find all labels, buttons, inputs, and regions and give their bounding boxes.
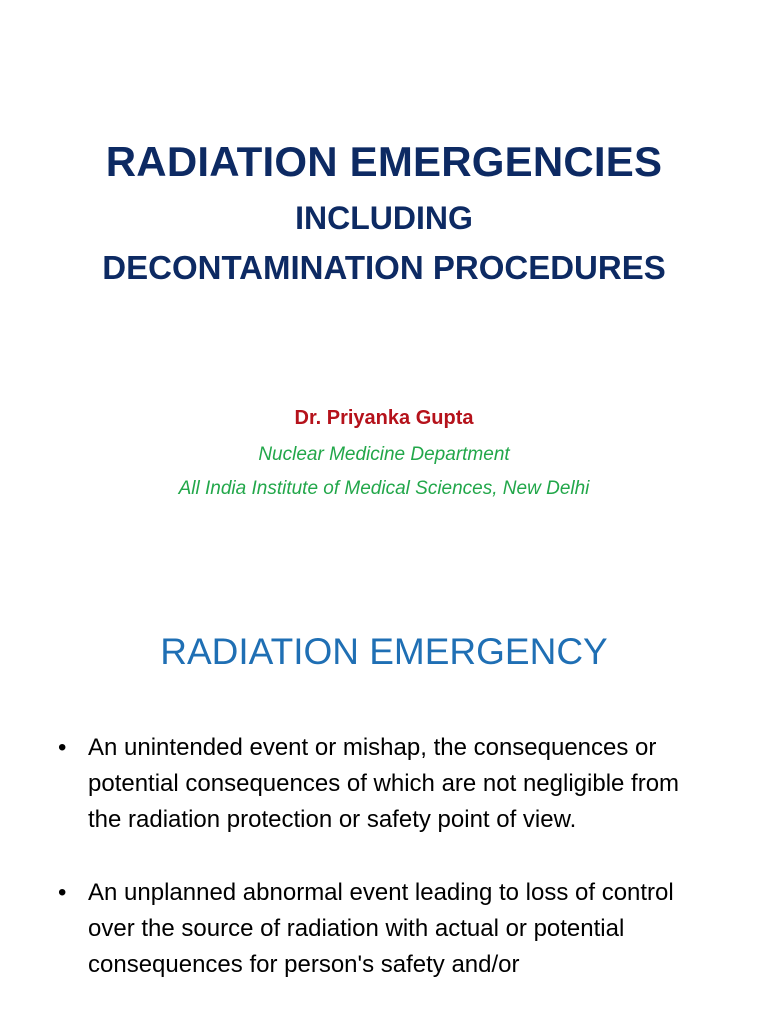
institution-name: All India Institute of Medical Sciences, New Delhi <box>178 478 590 499</box>
bullet-icon: • <box>58 879 67 906</box>
content-slide-title: RADIATION EMERGENCY <box>160 631 608 672</box>
author-name: Dr. Priyanka Gupta <box>294 407 474 429</box>
slide-title: RADIATION EMERGENCIES <box>105 138 663 185</box>
bullet-item <box>58 875 718 983</box>
bullet-text: An unintended event or mishap, the consequences or potential consequences of which are not negligible from the radiation protection or safety point of view. <box>88 734 680 833</box>
slide-subtitle-line-2: DECONTAMINATION PROCEDURES <box>102 249 666 286</box>
slide-subtitle-line-1: INCLUDING <box>295 200 473 236</box>
bullet-item <box>58 730 718 838</box>
bullet-icon: • <box>58 734 67 761</box>
content-slide <box>0 576 768 1024</box>
department-name: Nuclear Medicine Department <box>258 444 510 465</box>
bullet-text: An unplanned abnormal event leading to loss of control over the source of radiation with actual or potential consequences for person's safety and/or <box>88 879 674 978</box>
bullet-list <box>58 730 718 1020</box>
